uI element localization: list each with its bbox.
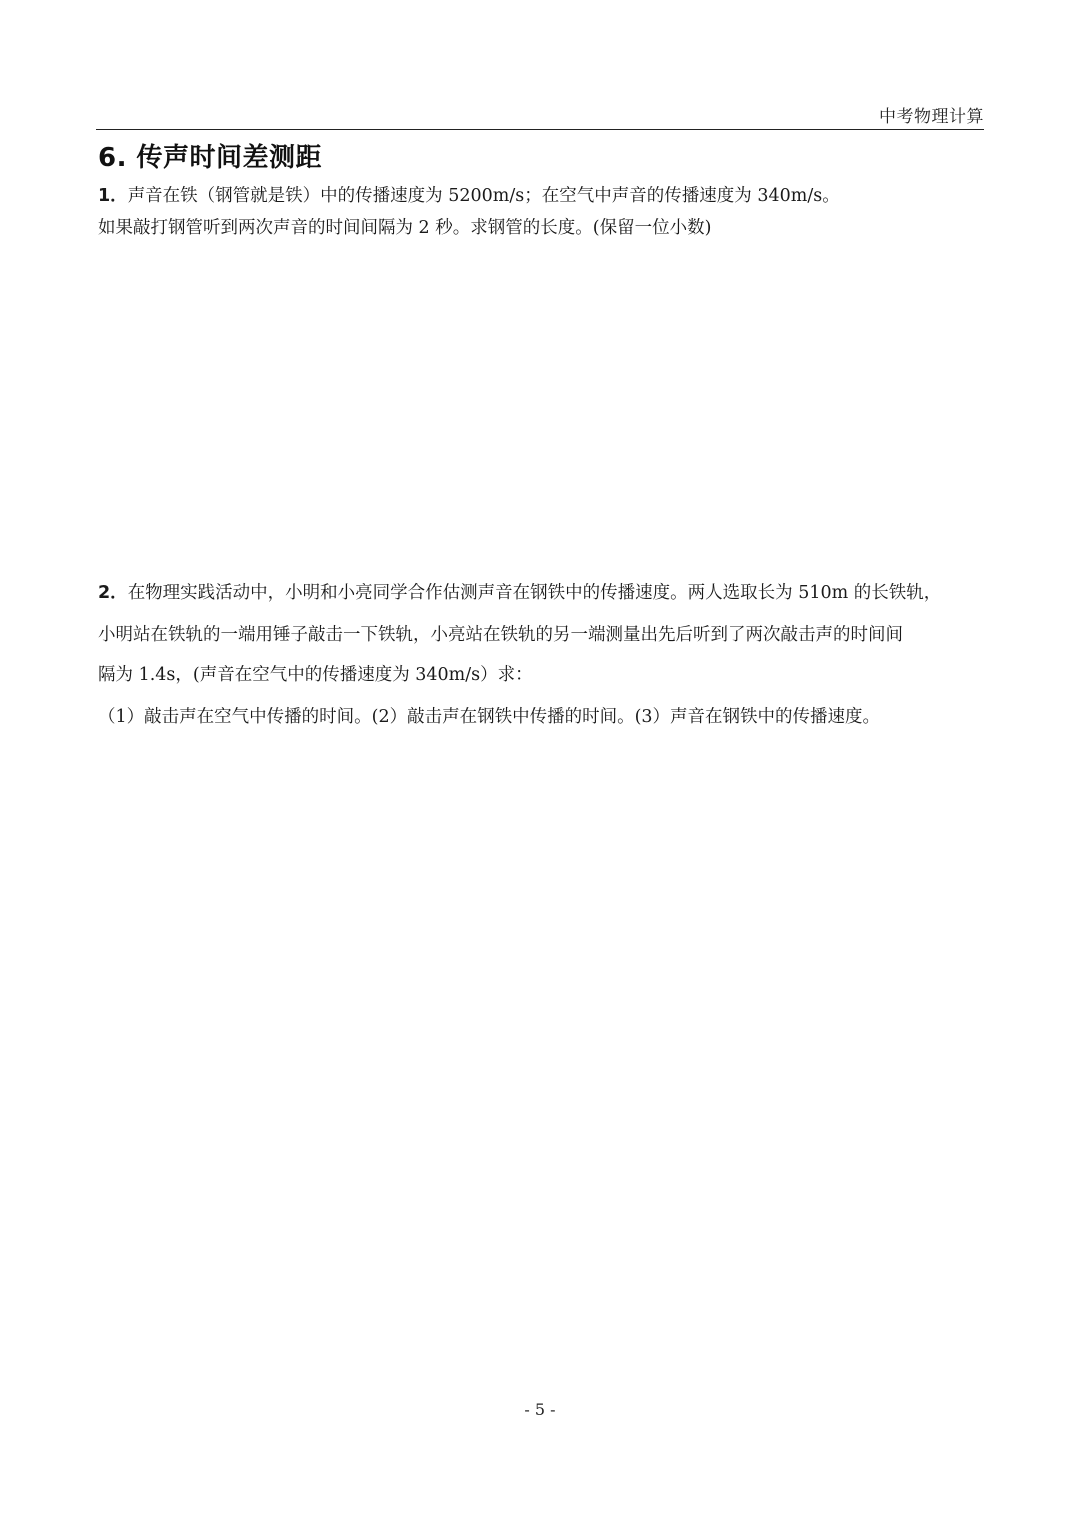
question-2-text-1: 在物理实践活动中，小明和小亮同学合作估测声音在钢铁中的传播速度。两人选取长为 510m 的长铁轨，: [127, 583, 942, 603]
question-2-subquestions: （1）敲击声在空气中传播的时间。(2）敲击声在钢铁中传播的时间。(3）声音在钢铁中的传播速度。: [98, 707, 881, 727]
question-1-text-1: 声音在铁（钢管就是铁）中的传播速度为 5200m/s；在空气中声音的传播速度为 340m/s。: [127, 186, 840, 206]
question-2-line-3: 隔为 1.4s，(声音在空气中的传播速度为 340m/s）求：: [98, 665, 533, 685]
question-2: [98, 579, 984, 727]
question-1-line-1: [98, 184, 984, 216]
question-2-line-1: [98, 579, 984, 621]
section-title: 6. 传声时间差测距: [98, 143, 323, 173]
header-title: 中考物理计算: [879, 107, 984, 127]
question-2-number: 2．: [98, 583, 128, 603]
header-divider: [96, 129, 984, 130]
question-1-number: 1．: [98, 186, 128, 206]
question-2-line-2: 小明站在铁轨的一端用锤子敲击一下铁轨，小亮站在铁轨的另一端测量出先后听到了两次敲击声的时间间: [98, 625, 903, 645]
question-1-line-2: 如果敲打钢管听到两次声音的时间间隔为 2 秒。求钢管的长度。(保留一位小数): [98, 218, 712, 238]
question-1: [98, 184, 984, 248]
page-number: - 5 -: [524, 1400, 556, 1419]
